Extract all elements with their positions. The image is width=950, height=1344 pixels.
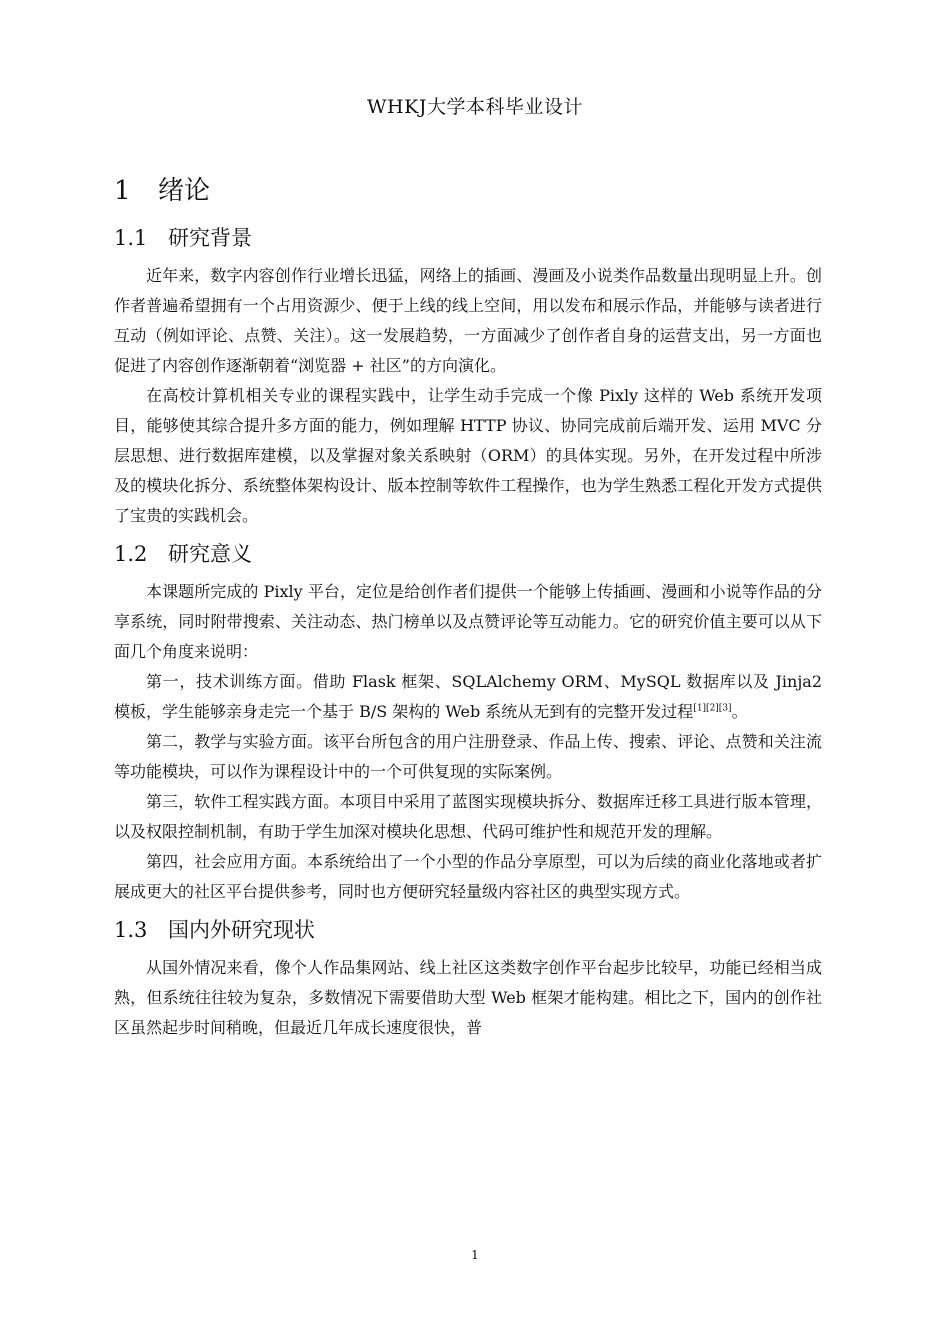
paragraph: 第二，教学与实验方面。该平台所包含的用户注册登录、作品上传、搜索、评论、点赞和关注流等功能模块，可以作为课程设计中的一个可供复现的实际案例。: [114, 732, 822, 781]
page-body: [114, 171, 822, 1043]
paragraph-end-punctuation: 。: [731, 702, 748, 721]
page-header: WHKJ大学本科毕业设计: [367, 96, 583, 118]
chapter-title: 绪论: [158, 176, 211, 206]
section-heading-1-1: [114, 223, 822, 253]
paragraph: 在高校计算机相关专业的课程实践中，让学生动手完成一个像 Pixly 这样的 Web 系统开发项目，能够使其综合提升多方面的能力，例如理解 HTTP 协议、协同完成前后端开发、运用 MVC 分层思想、进行数据库建模，以及掌握对象关系映射（ORM）的具体实现。另外，在开发过程中所涉及的模块化拆分、系统整体架构设计、版本控制等软件工程操作，也为学生熟悉工程化开发方式提供了宝贵的实践机会。: [114, 386, 822, 525]
paragraph-with-citation: [114, 667, 822, 727]
paragraph: 近年来，数字内容创作行业增长迅猛，网络上的插画、漫画及小说类作品数量出现明显上升。创作者普遍希望拥有一个占用资源少、便于上线的线上空间，用以发布和展示作品，并能够与读者进行互动（例如评论、点赞、关注）。这一发展趋势，一方面减少了创作者自身的运营支出，另一方面也促进了内容创作逐渐朝着“浏览器 + 社区”的方向演化。: [114, 266, 822, 375]
section-title: 研究背景: [168, 226, 252, 250]
chapter-heading: [114, 171, 822, 211]
paragraph-text: 第一，技术训练方面。借助 Flask 框架、SQLAlchemy ORM、MySQL 数据库以及 Jinja2 模板，学生能够亲身走完一个基于 B/S 架构的 Web 系统从无到有的完整开发过程: [114, 672, 822, 721]
paragraph: 从国外情况来看，像个人作品集网站、线上社区这类数字创作平台起步比较早，功能已经相当成熟，但系统往往较为复杂，多数情况下需要借助大型 Web 框架才能构建。相比之下，国内的创作社区虽然起步时间稍晚，但最近几年成长速度很快，普: [114, 958, 822, 1037]
section-number: 1.3: [114, 918, 148, 942]
page-number: 1: [471, 1248, 479, 1262]
section-heading-1-3: [114, 915, 822, 945]
section-number: 1.2: [114, 542, 148, 566]
section-title: 研究意义: [168, 542, 252, 566]
chapter-number: 1: [114, 176, 131, 206]
section-heading-1-2: [114, 539, 822, 569]
paragraph: 第四，社会应用方面。本系统给出了一个小型的作品分享原型，可以为后续的商业化落地或者扩展成更大的社区平台提供参考，同时也方便研究轻量级内容社区的典型实现方式。: [114, 852, 822, 901]
section-title: 国内外研究现状: [168, 918, 315, 942]
citation-reference: [1][2][3]: [693, 703, 732, 714]
paragraph: 本课题所完成的 Pixly 平台，定位是给创作者们提供一个能够上传插画、漫画和小说等作品的分享系统，同时附带搜索、关注动态、热门榜单以及点赞评论等互动能力。它的研究价值主要可以从下面几个角度来说明：: [114, 582, 822, 661]
paragraph: 第三，软件工程实践方面。本项目中采用了蓝图实现模块拆分、数据库迁移工具进行版本管理，以及权限控制机制，有助于学生加深对模块化思想、代码可维护性和规范开发的理解。: [114, 792, 822, 841]
section-number: 1.1: [114, 226, 148, 250]
